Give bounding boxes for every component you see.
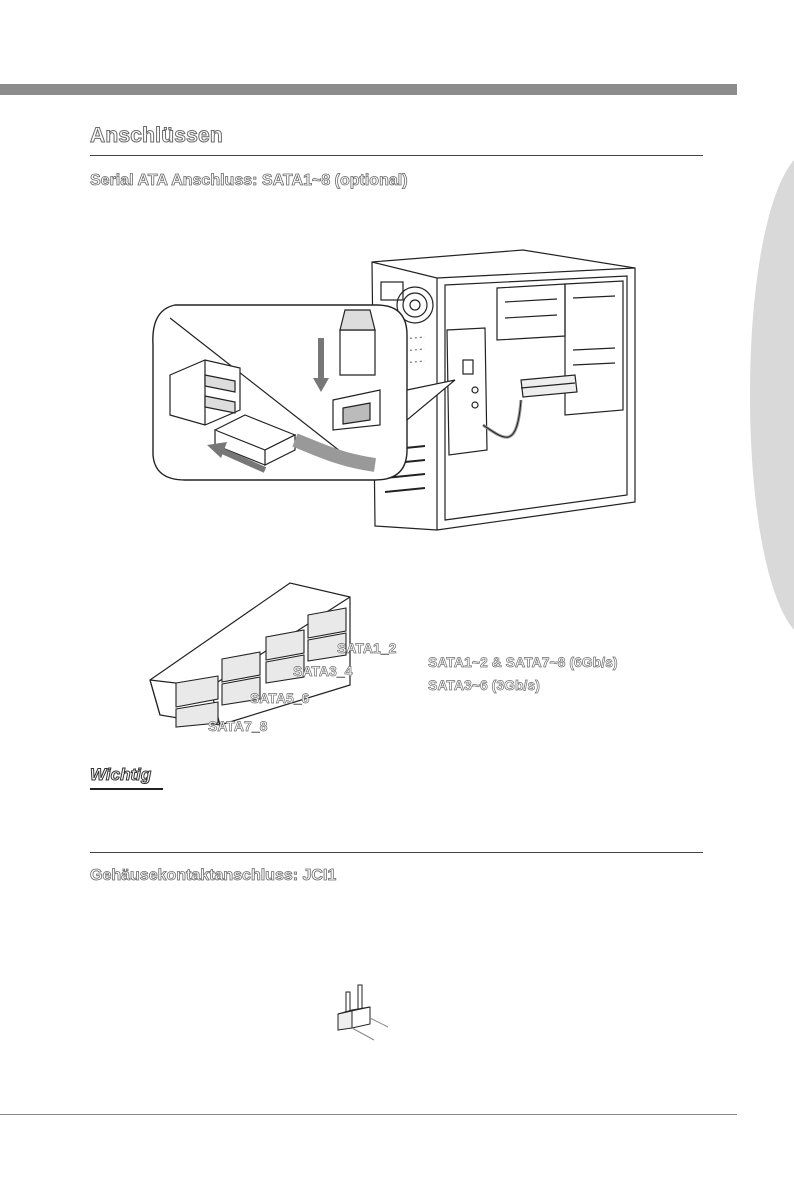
sata3-4-label: SATA3_4 [293,663,353,679]
heading-rule [90,155,703,156]
header-bar [0,84,737,95]
section-divider [90,852,703,853]
sata7-8-label: SATA7_8 [208,718,268,734]
important-label: Wichtig [90,765,152,784]
important-underline [90,788,163,790]
page-heading: Anschlüssen [90,124,223,147]
chapter-side-tab [748,160,794,630]
jci-section-title: Gehäusekontaktanschluss: JCI1 [90,867,337,884]
pc-case-illustration [145,240,645,540]
footer-rule [0,1114,737,1115]
jci1-header-illustration [330,980,400,1045]
speed-note-3gbps: SATA3~6 (3Gb/s) [428,677,540,693]
sata1-2-label: SATA1_2 [337,640,397,656]
sata-section-title: Serial ATA Anschluss: SATA1~8 (optional) [90,172,408,189]
speed-note-6gbps: SATA1~2 & SATA7~8 (6Gb/s) [428,654,618,670]
sata5-6-label: SATA5_6 [250,690,310,706]
